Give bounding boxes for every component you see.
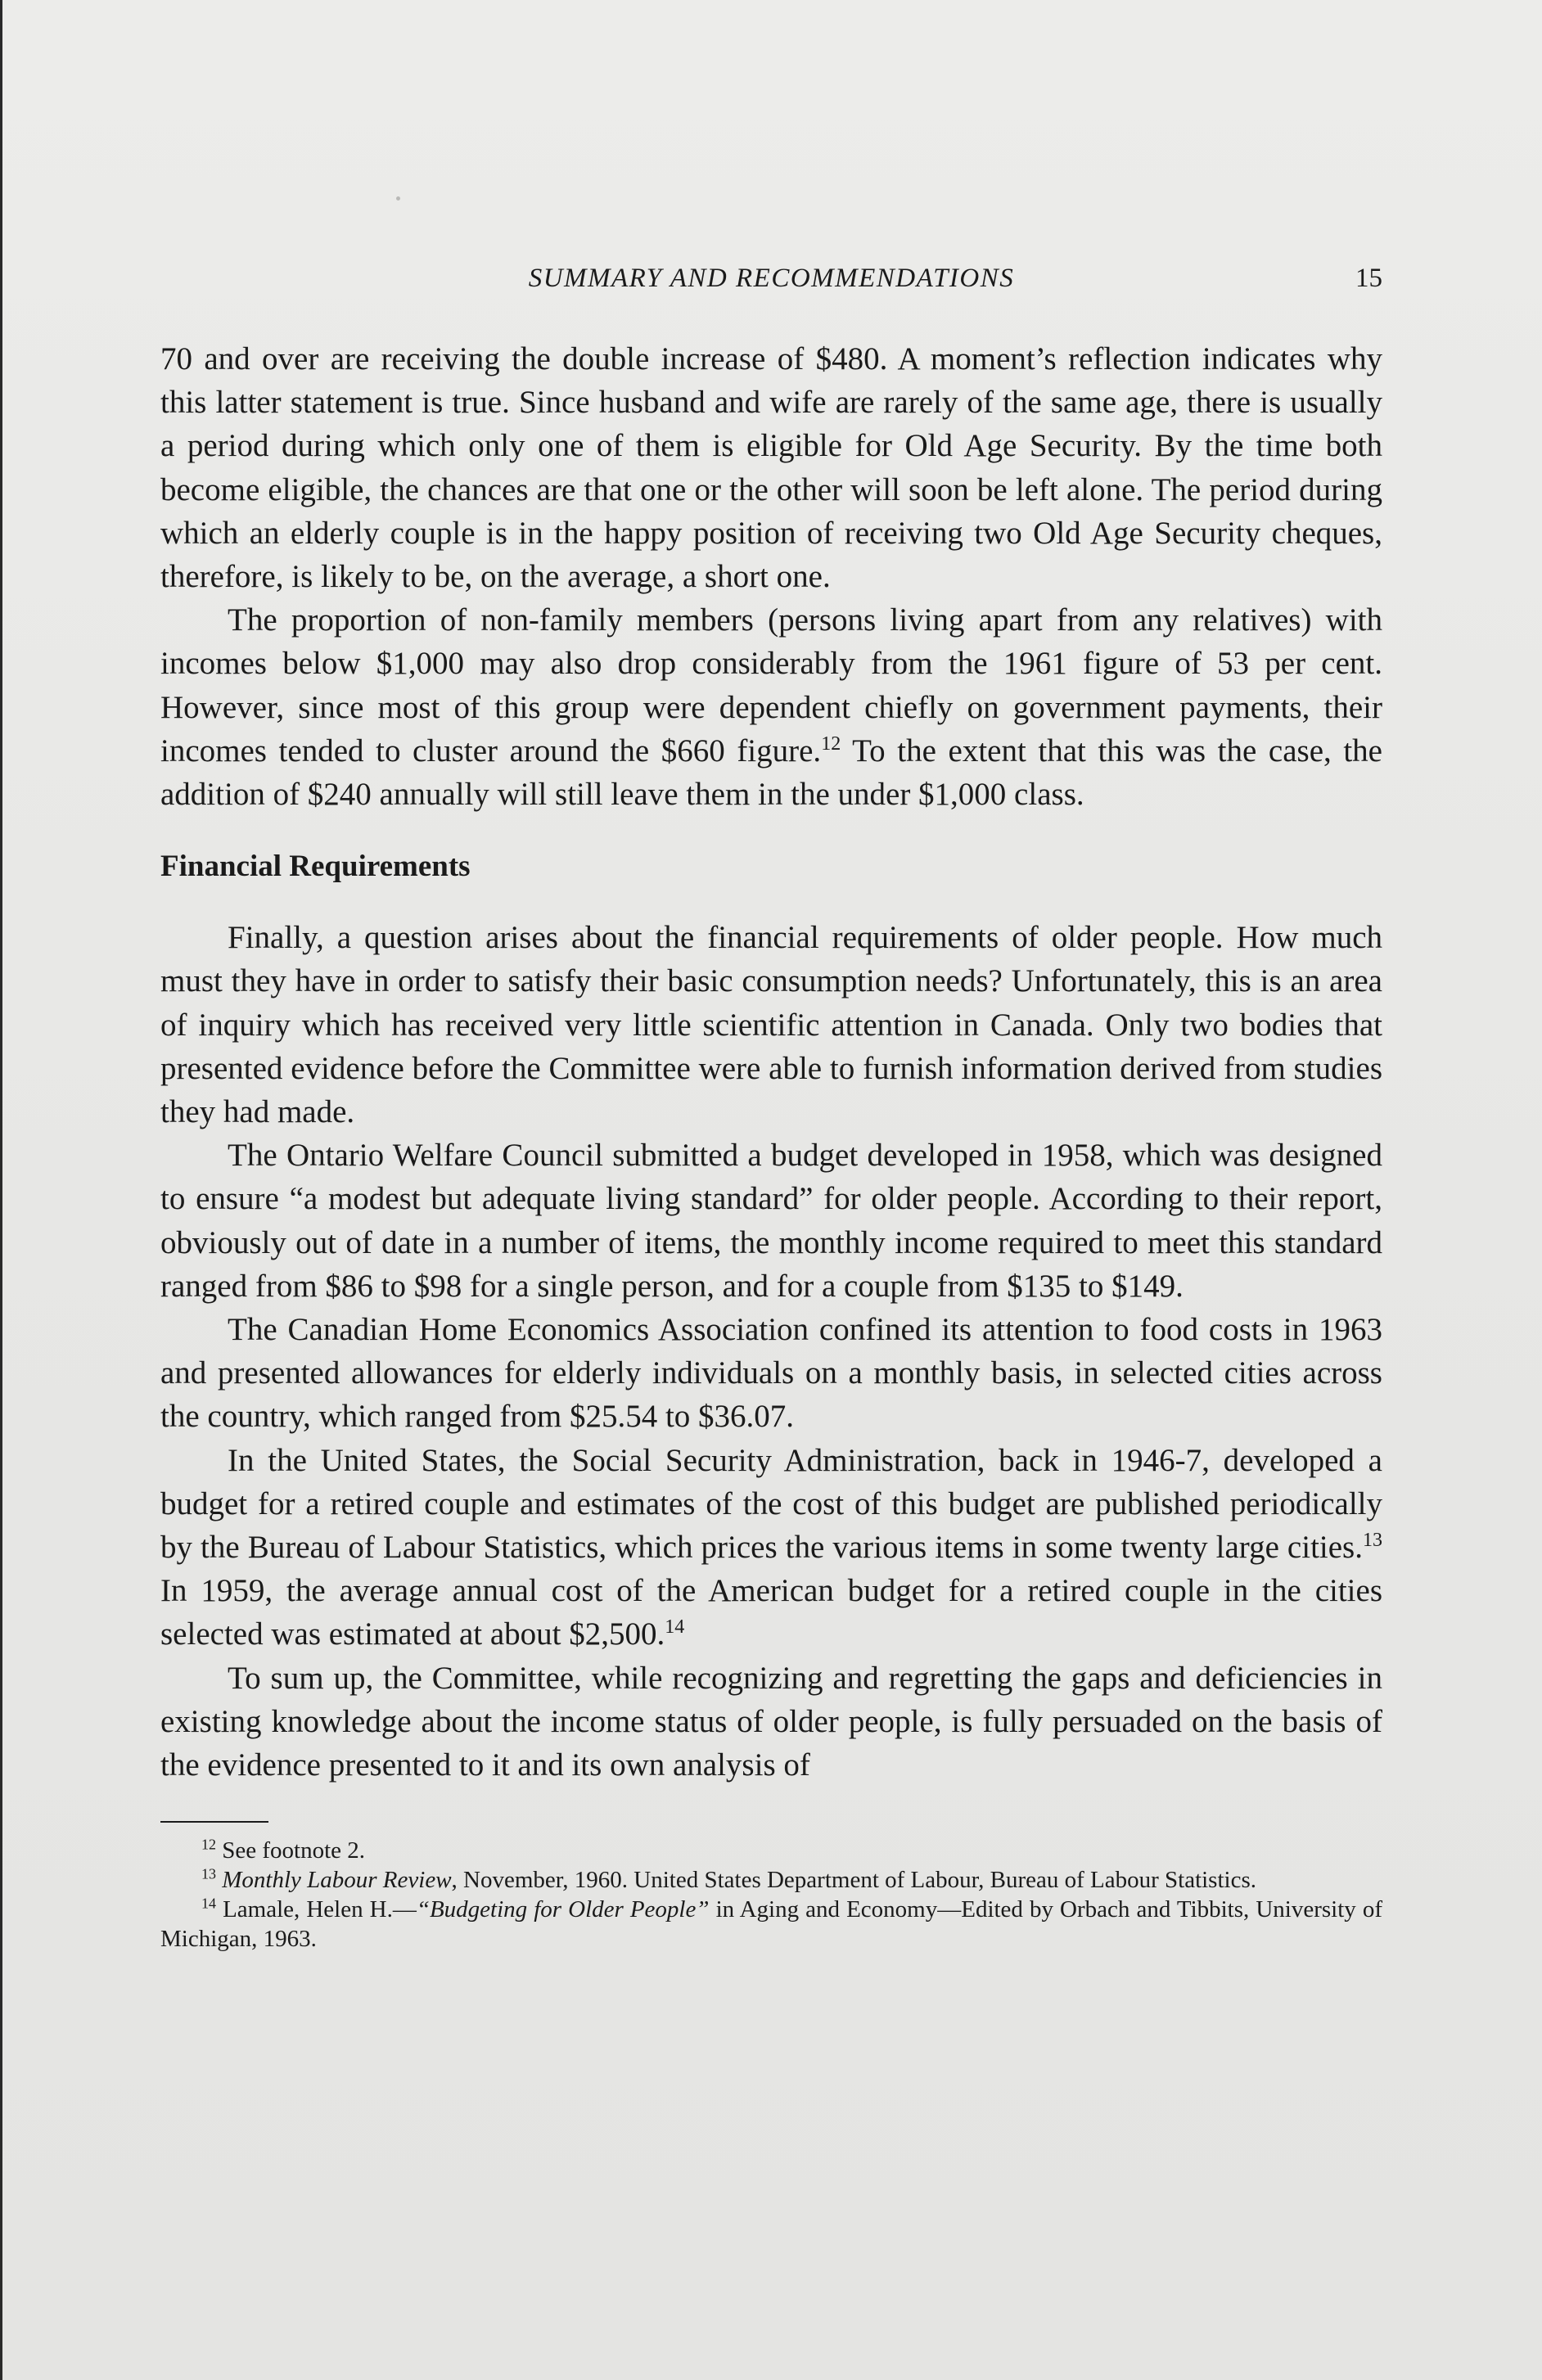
footnote-number: 12 xyxy=(201,1836,216,1853)
paragraph-non-family xyxy=(160,598,1382,816)
paragraph-united-states xyxy=(160,1439,1382,1657)
paragraph-text: The proportion of non-family members (persons living apart from any relatives) with incomes below $1,000 may also drop considerably from the 1961 figure of 53 per cent. However, since most of this group were dependent chiefly on government payments, their incomes tended to cluster around the $660 figure. xyxy=(160,602,1382,769)
paragraph-home-economics: The Canadian Home Economics Association confined its attention to food costs in 1963 and presented allowances for elderly individuals on a monthly basis, in selected cities across the country, which ranged from $25.54 to $36.07. xyxy=(160,1312,1382,1435)
footnote-14 xyxy=(160,1895,1382,1954)
footnote-12 xyxy=(160,1836,1382,1865)
footnote-text: in Aging and Economy—Edited by Orbach and Tibbits, University of Michigan, 1963. xyxy=(160,1896,1382,1953)
scan-speck xyxy=(396,196,400,201)
footnote-number: 14 xyxy=(201,1895,216,1912)
paragraph-text: To the extent that this was the case, the addition of $240 annually will still leave them in the under $1,000 class. xyxy=(160,732,1382,813)
footnote-author: Lamale, Helen H.— xyxy=(216,1896,417,1923)
footnote-ref: 13 xyxy=(1363,1530,1382,1552)
section-heading: Financial Requirements xyxy=(160,850,471,884)
paragraph-sum-up: To sum up, the Committee, while recognizing and regretting the gaps and deficiencies in existing knowledge about the income status of older people, is fully persuaded on the basis of the evidence presented to it and its own analysis of xyxy=(160,1660,1382,1783)
paragraph-continuation: 70 and over are receiving the double increase of $480. A moment’s reflection indicates why this latter statement is true. Since husband and wife are rarely of the same age, there is usually a period during which only one of them is eligible for Old Age Security. By the time both become eligible, the chances are that one or the other will soon be left alone. The period during which an elderly couple is in the happy position of receiving two Old Age Security cheques, therefore, is likely to be, on the average, a short one. xyxy=(160,341,1382,595)
page-number: 15 xyxy=(1355,264,1382,293)
footnote-title: Monthly Labour Review xyxy=(222,1867,452,1894)
scan-edge xyxy=(0,0,2,2380)
running-head xyxy=(160,264,1382,304)
paragraph-ontario-welfare: The Ontario Welfare Council submitted a budget developed in 1958, which was designed to ensure “a modest but adequate living standard” for older people. According to their report, obviously out of date in a number of items, the monthly income required to meet this standard ranged from $86 to $98 for a single person, and for a couple from $135 to $149. xyxy=(160,1138,1382,1304)
footnote-number: 13 xyxy=(201,1865,216,1882)
footnote-rule xyxy=(160,1821,268,1823)
paragraph-text: In 1959, the average annual cost of the American budget for a retired couple in the cities selected was estimated at about $2,500. xyxy=(160,1573,1382,1652)
footnote-text: , November, 1960. United States Department of Labour, Bureau of Labour Statistics. xyxy=(451,1867,1256,1894)
paragraph-text: In the United States, the Social Security Administration, back in 1946-7, developed a budget for a retired couple and estimates of the cost of this budget are published periodically by the Bureau of Labour Statistics, which prices the various items in some twenty large cities. xyxy=(160,1442,1382,1566)
text-block xyxy=(160,264,1382,1954)
running-title: SUMMARY AND RECOMMENDATIONS xyxy=(528,264,1015,293)
footnote-ref: 12 xyxy=(821,732,841,755)
footnote-text: See footnote 2. xyxy=(216,1837,366,1864)
footnote-13 xyxy=(160,1865,1382,1895)
paragraph-financial-question: Finally, a question arises about the financial requirements of older people. How much must they have in order to satisfy their basic consumption needs? Unfortunately, this is an area of inquiry which has received very little scientific attention in Canada. Only two bodies that presented evidence before the Committee were able to furnish information derived from studies they had made. xyxy=(160,920,1382,1130)
footnote-ref: 14 xyxy=(665,1616,685,1639)
footnote-title: “Budgeting for Older People” xyxy=(416,1896,710,1923)
